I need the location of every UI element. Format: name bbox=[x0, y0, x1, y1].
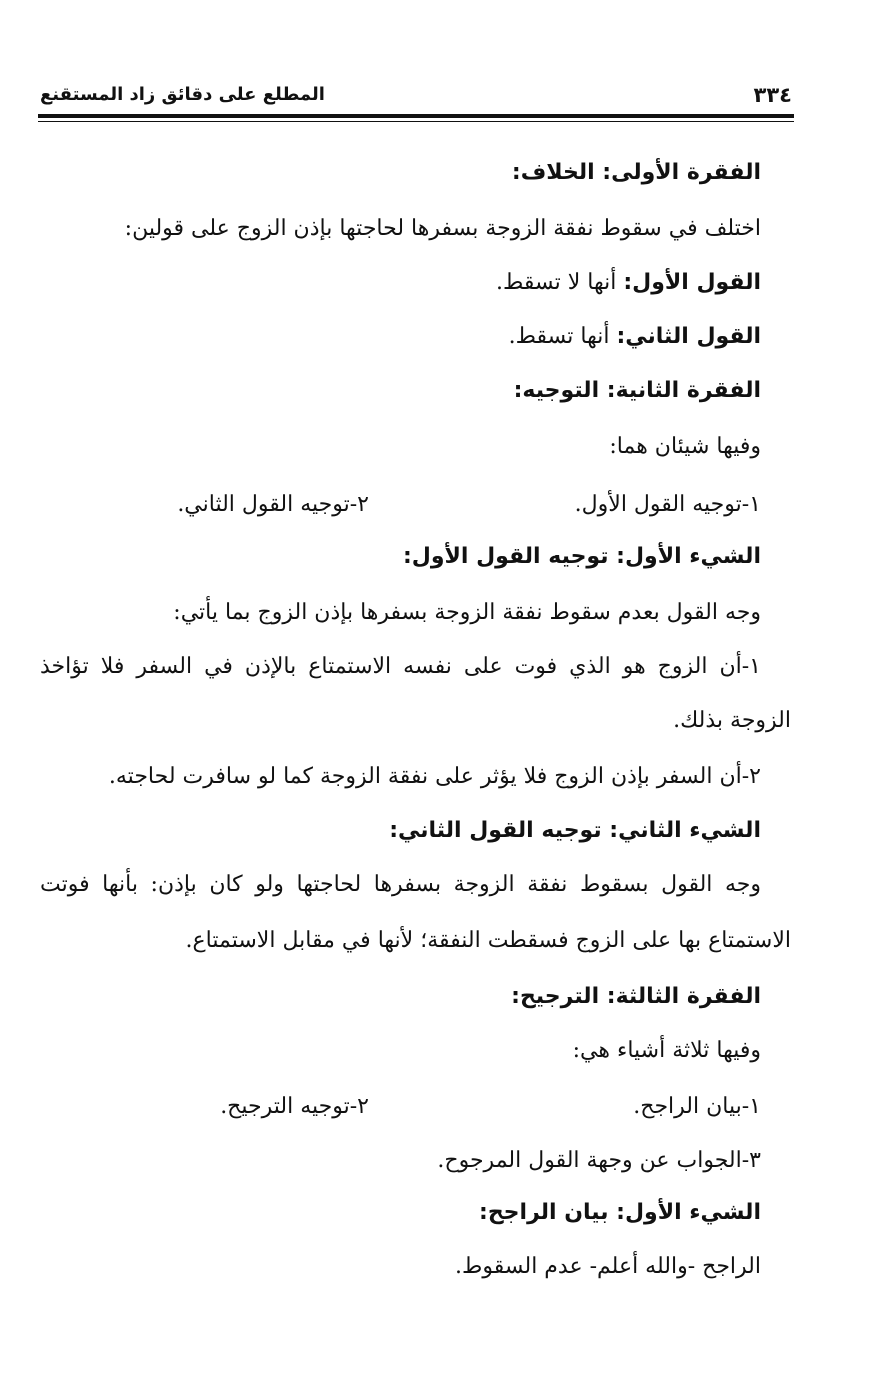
paragraph-preferred-view: الراجح -والله أعلم- عدم السقوط. bbox=[455, 1254, 761, 1279]
paragraph-first-justification: وجه القول بعدم سقوط نفقة الزوجة بسفرها بإذن الزوج بما يأتي: bbox=[173, 600, 761, 625]
header-rule-thin bbox=[38, 121, 794, 122]
section-heading-preference: الفقرة الثالثة: الترجيح: bbox=[511, 984, 761, 1009]
running-title: المطلع على دقائق زاد المستقنع bbox=[40, 84, 325, 105]
first-opinion bbox=[496, 268, 761, 298]
paragraph-second-justification-a: وجه القول بسقوط نفقة الزوجة بسفرها لحاجتها ولو كان بإذن: بأنها فوتت bbox=[40, 872, 761, 897]
subheading-first-justification: الشيء الأول: توجيه القول الأول: bbox=[402, 544, 761, 569]
list-item: ١-توجيه القول الأول. bbox=[574, 492, 761, 517]
list-item: ٢-توجيه القول الثاني. bbox=[177, 492, 369, 517]
paragraph-two-things: وفيها شيئان هما: bbox=[609, 434, 761, 459]
subheading-second-justification: الشيء الثاني: توجيه القول الثاني: bbox=[389, 818, 761, 843]
first-opinion-text: أنها لا تسقط. bbox=[495, 270, 624, 295]
header-rule-thick bbox=[38, 114, 794, 118]
paragraph-reason-1a: ١-أن الزوج هو الذي فوت على نفسه الاستمتاع بالإذن في السفر فلا تؤاخذ bbox=[40, 654, 761, 679]
list-item: ٣-الجواب عن وجهة القول المرجوح. bbox=[437, 1148, 761, 1173]
page-number: ٣٣٤ bbox=[753, 83, 792, 107]
section-heading-justification: الفقرة الثانية: التوجيه: bbox=[513, 378, 761, 403]
second-opinion-label: القول الثاني: bbox=[616, 324, 761, 349]
list-item: ٢-توجيه الترجيح. bbox=[220, 1094, 369, 1119]
paragraph-intro: اختلف في سقوط نفقة الزوجة بسفرها لحاجتها بإذن الزوج على قولين: bbox=[124, 216, 761, 241]
paragraph-reason-1b: الزوجة بذلك. bbox=[673, 708, 791, 733]
first-opinion-label: القول الأول: bbox=[623, 270, 761, 295]
list-item: ١-بيان الراجح. bbox=[633, 1094, 761, 1119]
page-header bbox=[40, 80, 792, 110]
paragraph-second-justification-b: الاستمتاع بها على الزوج فسقطت النفقة؛ لأنها في مقابل الاستمتاع. bbox=[185, 928, 791, 953]
list-two-items bbox=[40, 490, 761, 520]
section-heading-disagreement: الفقرة الأولى: الخلاف: bbox=[511, 160, 761, 185]
list-three-items bbox=[40, 1092, 761, 1122]
paragraph-three-things: وفيها ثلاثة أشياء هي: bbox=[572, 1038, 761, 1063]
paragraph-reason-2: ٢-أن السفر بإذن الزوج فلا يؤثر على نفقة الزوجة كما لو سافرت لحاجته. bbox=[108, 764, 761, 789]
subheading-preferred-view: الشيء الأول: بيان الراجح: bbox=[479, 1200, 761, 1225]
second-opinion-text: أنها تسقط. bbox=[508, 324, 617, 349]
second-opinion bbox=[509, 322, 761, 352]
